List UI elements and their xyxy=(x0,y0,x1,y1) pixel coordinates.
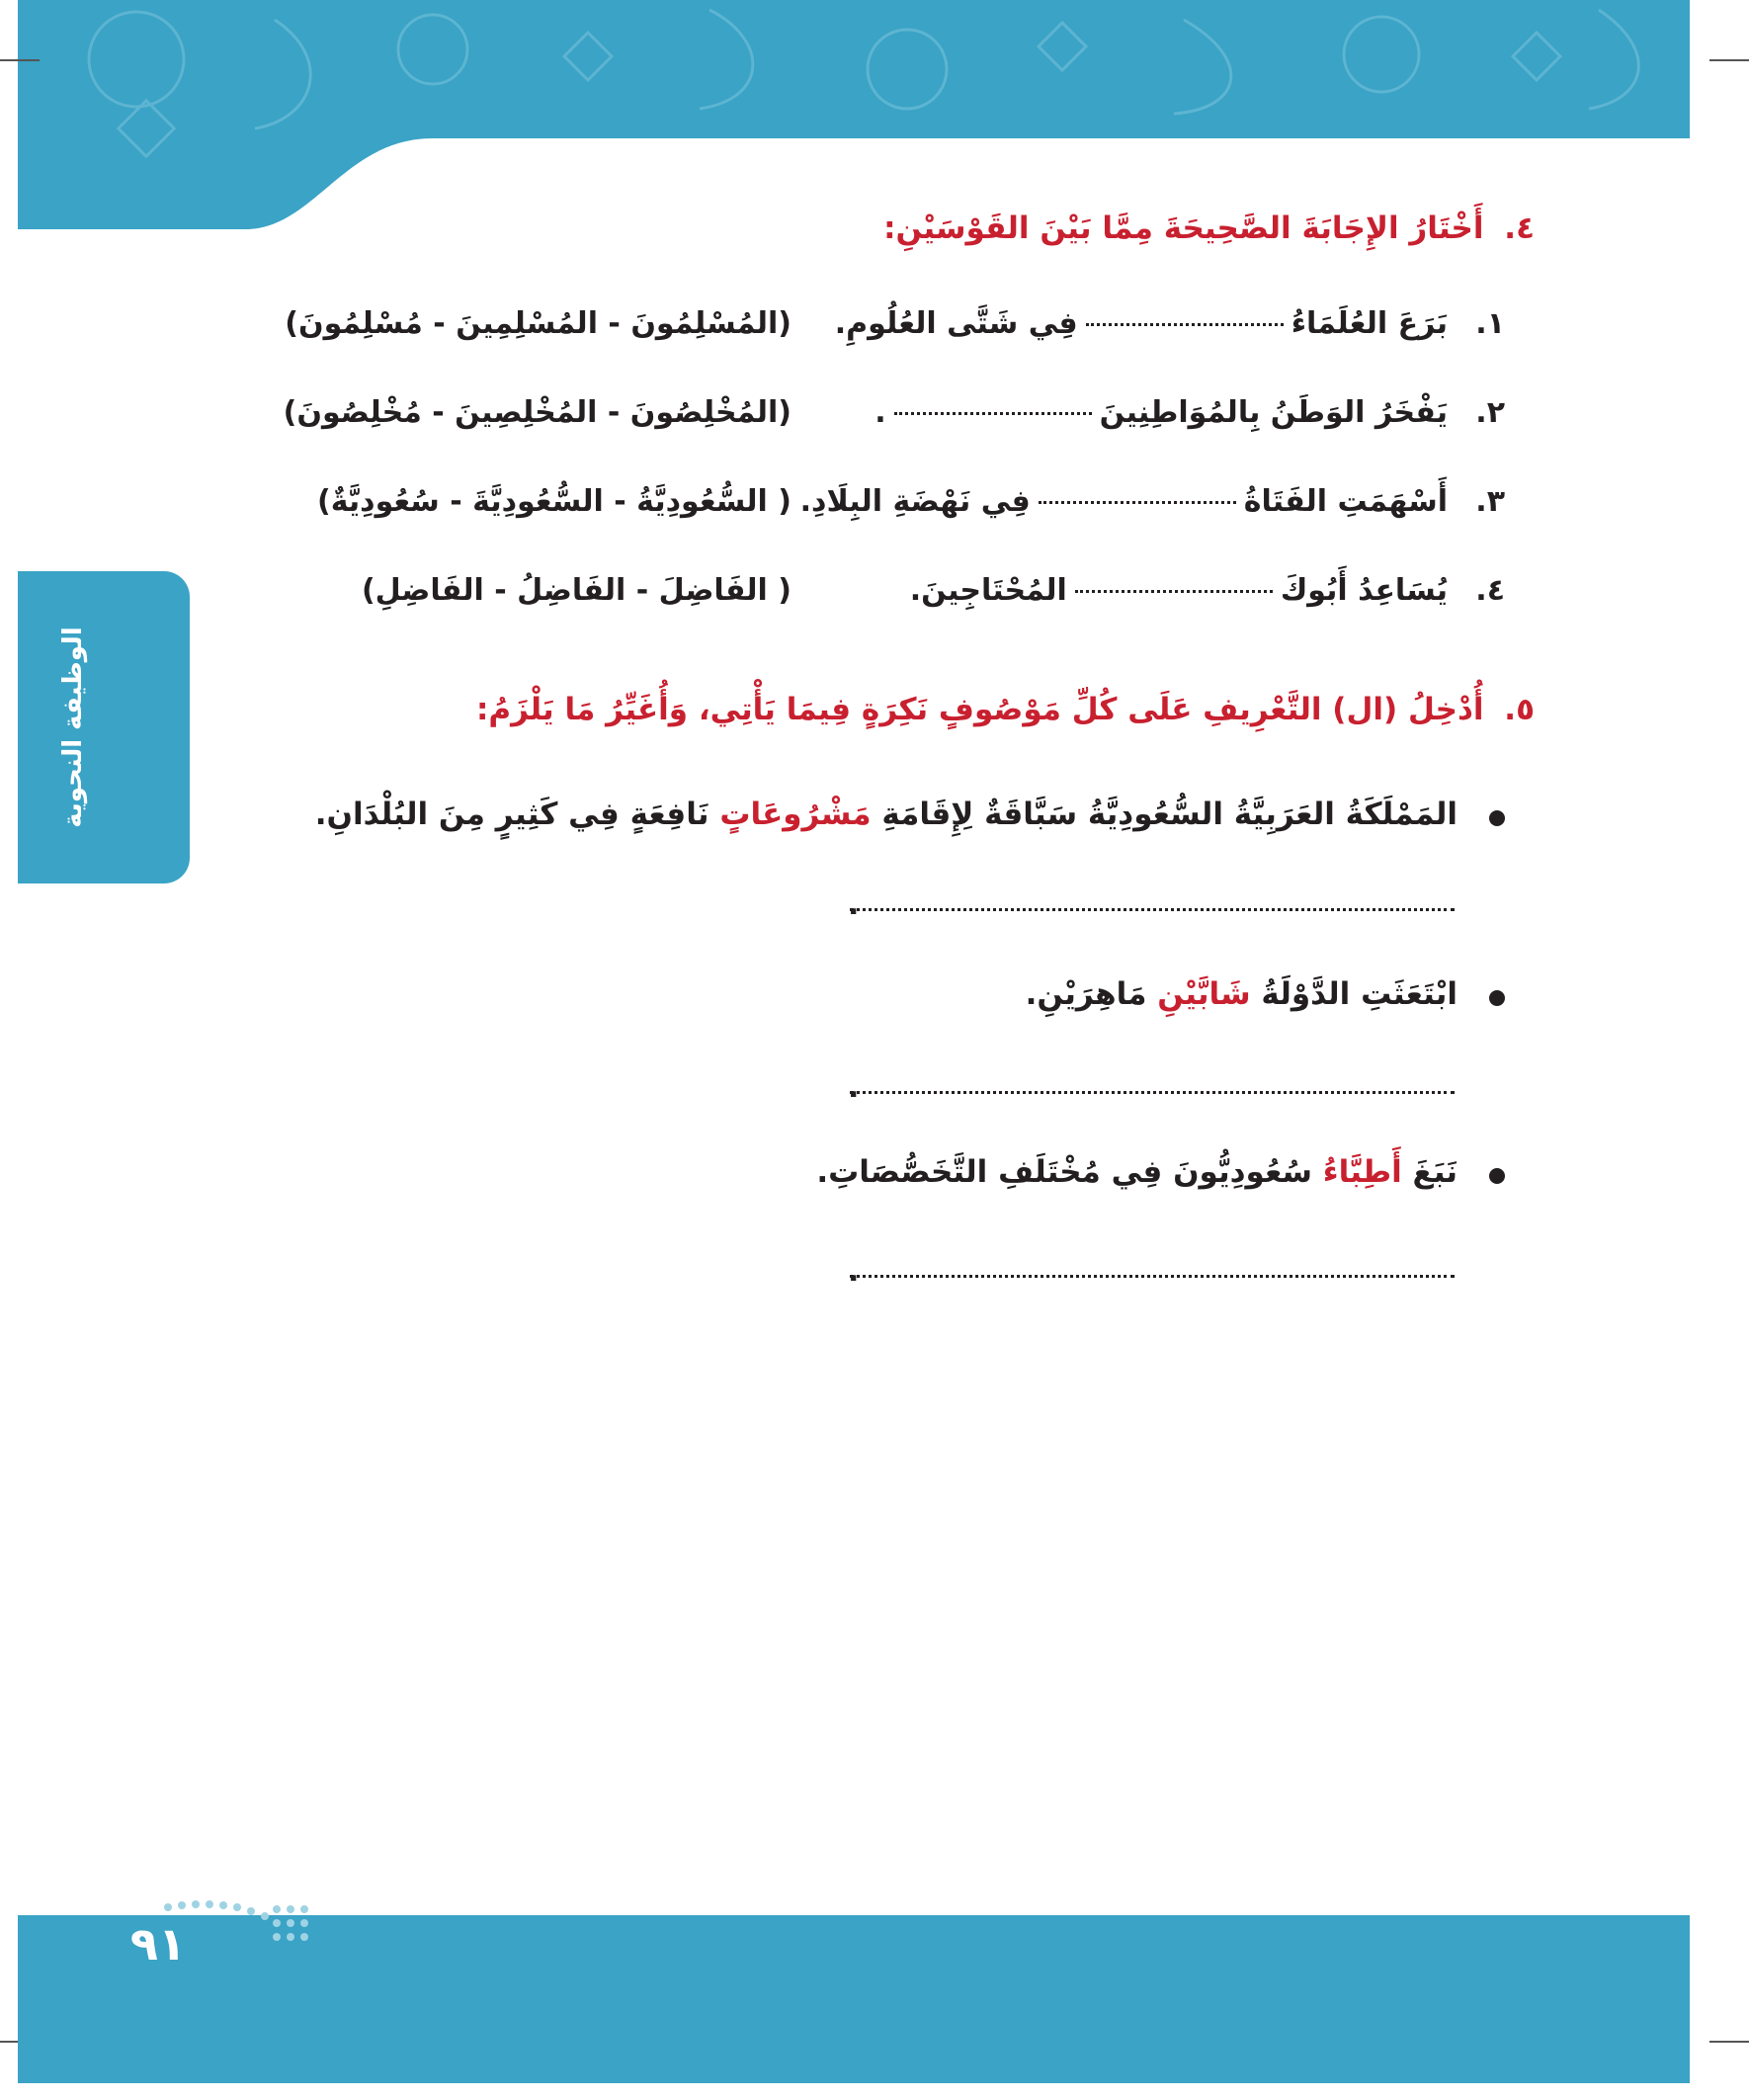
answer-period: . xyxy=(848,1254,860,1289)
question5-title xyxy=(476,692,1535,727)
q4-item-before: أَسْهَمَتِ الفَتَاةُ xyxy=(1243,484,1448,519)
q5-sentence-pre: نَبَغَ xyxy=(1412,1154,1458,1190)
q4-item-after: فِي نَهْضَةِ البِلَادِ. xyxy=(799,484,1031,519)
q5-sentence-text xyxy=(1026,976,1458,1012)
q4-item-number: ٢. xyxy=(1475,395,1505,430)
q5-sentence-post: سُعُودِيُّونَ فِي مُخْتَلَفِ التَّخَصُّصَاتِ. xyxy=(816,1154,1312,1190)
side-tab-label: الوظيفة النحوية xyxy=(58,627,88,828)
q4-item-after: . xyxy=(874,395,886,430)
bullet-icon xyxy=(1489,810,1505,826)
q4-item-options: ( السُّعُودِيَّةُ - السُّعُودِيَّةَ - سُعُودِيَّةٌ) xyxy=(317,484,791,519)
answer-line[interactable] xyxy=(850,1275,1455,1278)
q5-sentence-pre: المَمْلَكَةُ العَرَبِيَّةُ السُّعُودِيَّةُ سَبَّاقَةٌ لِإِقَامَةِ xyxy=(881,797,1458,832)
q5-highlight-word: أَطِبَّاءُ xyxy=(1322,1154,1402,1190)
q4-item-after: فِي شَتَّى العُلُومِ. xyxy=(834,306,1078,341)
q5-sentence-post: نَافِعَةٍ فِي كَثِيرٍ مِنَ البُلْدَانِ. xyxy=(314,797,709,832)
page-number: ٩١ xyxy=(129,1917,187,1971)
q4-item-after: المُحْتَاجِينَ. xyxy=(909,573,1067,608)
q4-item-before: بَرَعَ العُلَمَاءُ xyxy=(1291,306,1448,341)
fill-blank[interactable] xyxy=(894,412,1092,415)
answer-line[interactable] xyxy=(850,908,1455,911)
q4-item-stem xyxy=(800,484,1448,519)
q5-sentence-post: مَاهِرَيْنِ. xyxy=(1025,976,1147,1012)
fill-blank[interactable] xyxy=(1039,501,1236,504)
q5-highlight-word: مَشْرُوعَاتٍ xyxy=(719,797,872,832)
q4-item xyxy=(240,573,1505,623)
q4-item-number: ١. xyxy=(1475,306,1505,341)
q4-item-stem xyxy=(910,573,1448,608)
q4-item-options: (المُخْلِصُونَ - المُخْلِصِينَ - مُخْلِصُونَ) xyxy=(283,395,791,430)
q4-item-options: (المُسْلِمُونَ - المُسْلِمِينَ - مُسْلِمُونَ) xyxy=(285,306,791,341)
q5-sentence-pre: ابْتَعَثَتِ الدَّوْلَةُ xyxy=(1261,976,1458,1012)
bullet-icon xyxy=(1489,990,1505,1006)
question4-title xyxy=(883,210,1535,246)
bullet-icon xyxy=(1489,1168,1505,1184)
q4-item xyxy=(240,395,1505,445)
question4-number: ٤. xyxy=(1504,210,1535,246)
fill-blank[interactable] xyxy=(1086,323,1284,326)
q4-item-number: ٣. xyxy=(1475,484,1505,519)
q5-highlight-word: شَابَّيْنِ xyxy=(1157,976,1251,1012)
answer-period: . xyxy=(848,1070,860,1105)
q4-item xyxy=(240,484,1505,534)
question4-text: أَخْتَارُ الإِجَابَةَ الصَّحِيحَةَ مِمَّا بَيْنَ القَوْسَيْنِ: xyxy=(883,210,1484,246)
q5-sentence-text xyxy=(315,797,1458,832)
answer-line[interactable] xyxy=(850,1091,1455,1094)
q4-item-options: ( الفَاضِلَ - الفَاضِلُ - الفَاضِلِ) xyxy=(361,573,791,608)
q4-item-stem xyxy=(835,306,1448,341)
question5-number: ٥. xyxy=(1504,692,1535,727)
question5-text: أُدْخِلُ (ال) التَّعْرِيفِ عَلَى كُلِّ مَوْصُوفٍ نَكِرَةٍ فِيمَا يَأْتِي، وَأُغَيِّرُ مَا يَلْزَمُ: xyxy=(475,692,1484,727)
fill-blank[interactable] xyxy=(1075,590,1273,593)
answer-period: . xyxy=(848,887,860,922)
q4-item-before: يَفْخَرُ الوَطَنُ بِالمُوَاطِنِينَ xyxy=(1099,395,1448,430)
q4-item-number: ٤. xyxy=(1475,573,1505,608)
q5-sentence-text xyxy=(816,1154,1458,1190)
q4-item-before: يُسَاعِدُ أَبُوكَ xyxy=(1280,573,1448,608)
q4-item xyxy=(240,306,1505,356)
q4-item-stem xyxy=(874,395,1448,430)
